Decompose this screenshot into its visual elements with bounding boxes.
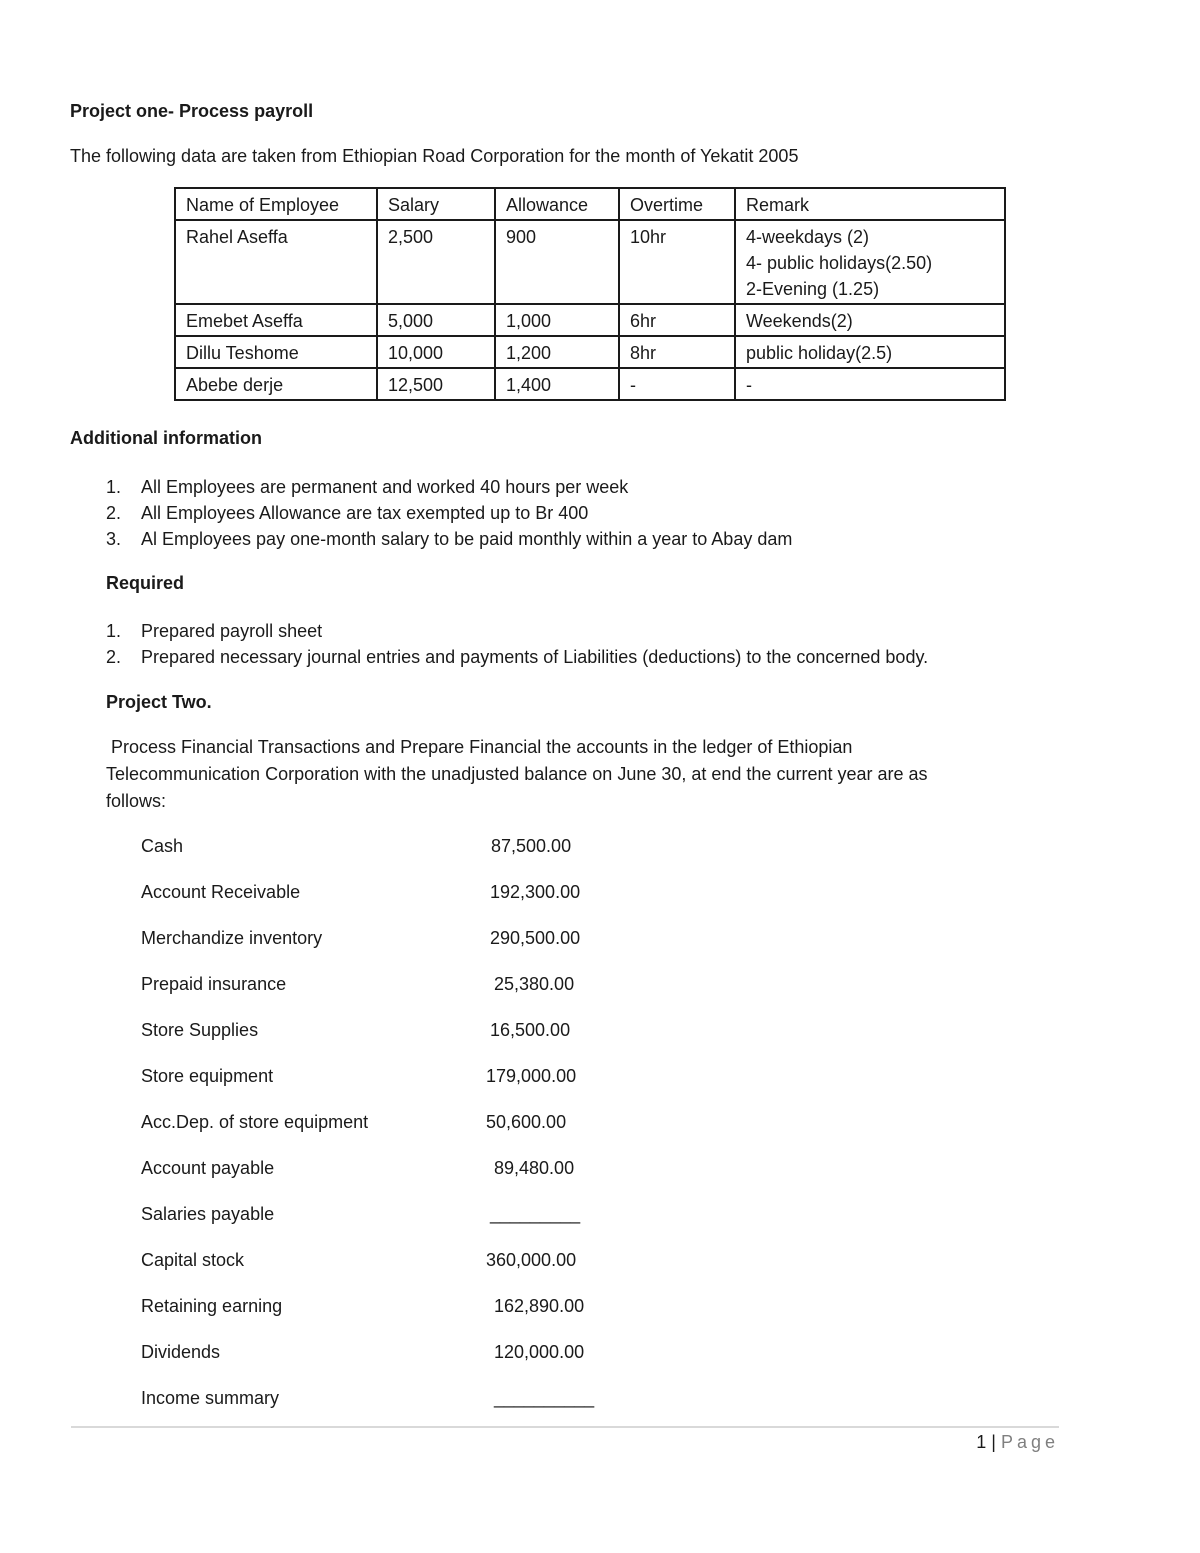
account-amount-blank: __________ (494, 1388, 595, 1408)
list-number: 1. (106, 477, 122, 497)
cell-salary: 10,000 (377, 336, 495, 368)
table-row (175, 220, 1005, 304)
cell-name: Abebe derje (175, 368, 377, 400)
cell-salary: 5,000 (377, 304, 495, 336)
list-number: 2. (106, 503, 122, 523)
remark-line: 4-weekdays (2) (746, 227, 870, 247)
list-text: Prepared payroll sheet (141, 621, 323, 641)
additional-info-title: Additional information (70, 428, 262, 448)
cell-name: Dillu Teshome (175, 336, 377, 368)
account-name: Store equipment (141, 1066, 274, 1086)
table-row (175, 336, 1005, 368)
account-name: Account Receivable (141, 882, 301, 902)
cell-salary: 2,500 (377, 220, 495, 304)
cell-overtime: - (619, 368, 735, 400)
remark-line: 2-Evening (1.25) (746, 279, 880, 299)
account-amount: 290,500.00 (490, 928, 581, 948)
project-two-paragraph-line: follows: (106, 791, 167, 811)
table-row (175, 304, 1005, 336)
account-amount: 50,600.00 (486, 1112, 567, 1132)
project-one-intro: The following data are taken from Ethiopian Road Corporation for the month of Yekatit 2005 (70, 146, 799, 166)
cell-overtime: 6hr (619, 304, 735, 336)
cell-remark: public holiday(2.5) (735, 336, 1005, 368)
account-name: Income summary (141, 1388, 280, 1408)
account-name: Account payable (141, 1158, 275, 1178)
account-amount: 87,500.00 (491, 836, 572, 856)
header-name: Name of Employee (175, 188, 377, 220)
account-name: Prepaid insurance (141, 974, 287, 994)
project-two-paragraph-line: Telecommunication Corporation with the unadjusted balance on June 30, at end the current year are as (106, 764, 928, 784)
cell-overtime: 8hr (619, 336, 735, 368)
list-text: Prepared necessary journal entries and payments of Liabilities (deductions) to the concerned body. (141, 647, 929, 667)
footer-divider (71, 1426, 1059, 1428)
cell-name: Rahel Aseffa (175, 220, 377, 304)
header-salary: Salary (377, 188, 495, 220)
account-amount: 162,890.00 (494, 1296, 585, 1316)
account-amount: 192,300.00 (490, 882, 581, 902)
list-number: 3. (106, 529, 122, 549)
remark-line: 4- public holidays(2.50) (746, 253, 933, 273)
cell-remark: - (735, 368, 1005, 400)
account-name: Merchandize inventory (141, 928, 323, 948)
account-name: Retaining earning (141, 1296, 283, 1316)
cell-salary: 12,500 (377, 368, 495, 400)
account-amount: 16,500.00 (490, 1020, 571, 1040)
account-name: Acc.Dep. of store equipment (141, 1112, 369, 1132)
page-label: Page (1000, 1432, 1059, 1452)
list-number: 2. (106, 647, 122, 667)
header-overtime: Overtime (619, 188, 735, 220)
cell-allowance: 1,000 (495, 304, 619, 336)
project-two-title: Project Two. (106, 692, 212, 712)
project-one-title: Project one- Process payroll (70, 101, 314, 121)
account-amount: 25,380.00 (494, 974, 575, 994)
account-amount: 89,480.00 (494, 1158, 575, 1178)
cell-name: Emebet Aseffa (175, 304, 377, 336)
header-allowance: Allowance (495, 188, 619, 220)
cell-remark (735, 220, 1005, 304)
footer-separator: | (991, 1432, 996, 1452)
account-name: Store Supplies (141, 1020, 259, 1040)
page-number: 1 (976, 1432, 987, 1452)
cell-overtime: 10hr (619, 220, 735, 304)
cell-remark: Weekends(2) (735, 304, 1005, 336)
cell-allowance: 1,200 (495, 336, 619, 368)
account-amount-blank: _________ (490, 1204, 581, 1224)
list-text: Al Employees pay one-month salary to be paid monthly within a year to Abay dam (141, 529, 793, 549)
account-name: Dividends (141, 1342, 221, 1362)
list-text: All Employees Allowance are tax exempted up to Br 400 (141, 503, 589, 523)
list-number: 1. (106, 621, 122, 641)
header-remark: Remark (735, 188, 1005, 220)
account-name: Capital stock (141, 1250, 245, 1270)
account-amount: 360,000.00 (486, 1250, 577, 1270)
account-amount: 179,000.00 (486, 1066, 577, 1086)
project-two-paragraph-line: Process Financial Transactions and Prepare Financial the accounts in the ledger of Ethiopian (106, 737, 853, 757)
required-title: Required (106, 573, 185, 593)
list-text: All Employees are permanent and worked 40 hours per week (141, 477, 629, 497)
table-row (175, 368, 1005, 400)
account-amount: 120,000.00 (494, 1342, 585, 1362)
account-name: Cash (141, 836, 184, 856)
payroll-table (174, 187, 1006, 401)
table-header-row (175, 188, 1005, 220)
page-footer (976, 1432, 1059, 1453)
account-name: Salaries payable (141, 1204, 275, 1224)
cell-allowance: 1,400 (495, 368, 619, 400)
cell-allowance: 900 (495, 220, 619, 304)
